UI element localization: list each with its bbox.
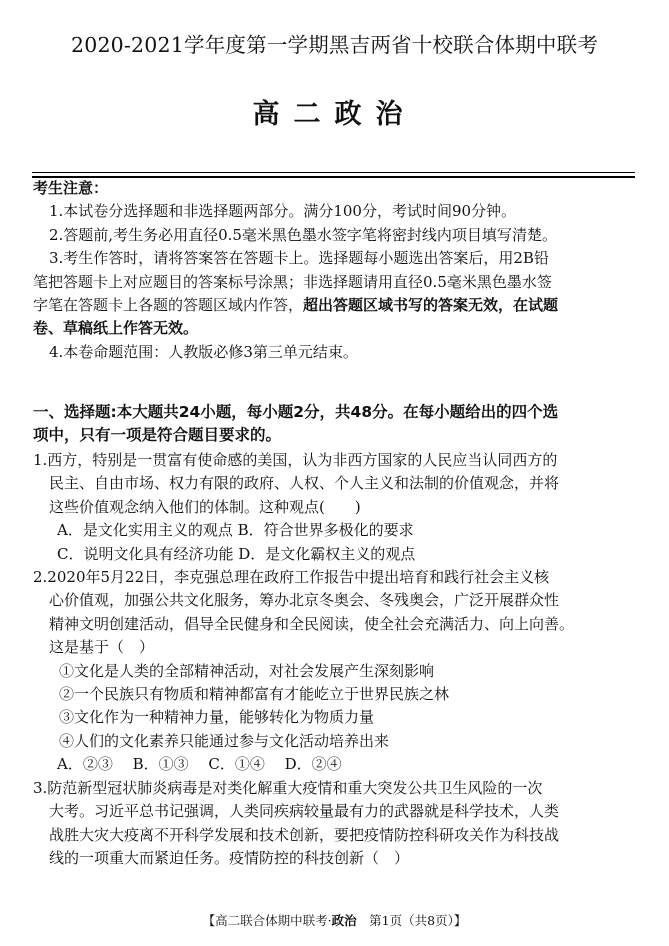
exam-title: 2020-2021学年度第一学期黑吉两省十校联合体期中联考 bbox=[70, 33, 599, 57]
statement: ①文化是人类的全部精神活动，对社会发展产生深刻影响 bbox=[59, 661, 435, 680]
footer-subject: 政治 bbox=[331, 913, 357, 928]
section-heading-block bbox=[33, 401, 643, 448]
subject-title: 高二政治 bbox=[252, 99, 417, 130]
notice-emphasis: 卷、草稿纸上作答无效。 bbox=[33, 319, 199, 338]
statement: ④人们的文化素养只能通过参与文化活动培养出来 bbox=[59, 731, 390, 750]
notice-text: 字笔在答题卡上各题的答题区域内作答， bbox=[33, 295, 304, 314]
notice-block bbox=[33, 177, 643, 364]
answer-options: A．是文化实用主义的观点 B．符合世界多极化的要求 bbox=[57, 521, 414, 540]
page-footer bbox=[0, 911, 669, 929]
notice-item: 笔把答题卡上对应题目的答案标号涂黑；非选择题请用直径0.5毫米黑色墨水签 bbox=[33, 272, 552, 291]
question-text: 心价值观，加强公共文化服务，筹办北京冬奥会、冬残奥会，广泛开展群众性 bbox=[49, 591, 560, 610]
notice-emphasis: 超出答题区域书写的答案无效，在试题 bbox=[303, 295, 559, 314]
question-text: 3.防范新型冠状肺炎病毒是对类化解重大疫情和重大突发公共卫生风险的一次 bbox=[33, 779, 543, 797]
question-3 bbox=[33, 777, 643, 871]
question-text: 2.2020年5月22日，李克强总理在政府工作报告中提出培育和践行社会主义核 bbox=[33, 568, 550, 586]
question-text: 这些价值观念纳入他们的体制。这种观点( ) bbox=[49, 497, 361, 516]
question-text: 这是基于（ ） bbox=[49, 638, 155, 657]
footer-page-number: 第1页（共8页）】 bbox=[356, 913, 467, 928]
section-heading: 项中，只有一项是符合题目要求的。 bbox=[33, 426, 282, 445]
notice-item: 2.答题前,考生务必用直径0.5毫米黑色墨水签字笔将密封线内项目填写清楚。 bbox=[49, 225, 557, 244]
question-text: 民主、自由市场、权力有限的政府、人权、个人主义和法制的价值观念，并将 bbox=[49, 474, 560, 493]
question-text: 线的一项重大而紧迫任务。疫情防控的科技创新（ ） bbox=[49, 849, 410, 868]
section-heading: 一、选择题:本大题共24小题，每小题2分，共48分。在每小题给出的四个选 bbox=[33, 403, 559, 421]
answer-options: C．说明文化具有经济功能 D．是文化霸权主义的观点 bbox=[57, 544, 416, 563]
question-text: 战胜大灾大疫离不开科学发展和技术创新，要把疫情防控科研攻关作为科技战 bbox=[49, 825, 560, 844]
footer-left: 【高二联合体期中联考· bbox=[202, 913, 332, 928]
question-text: 精神文明创建活动，倡导全民健身和全民阅读，使全社会充满活力、向上向善。 bbox=[49, 614, 575, 633]
question-1 bbox=[33, 449, 643, 566]
notice-item: 3.考生作答时，请将答案答在答题卡上。选择题每小题选出答案后，用2B铅 bbox=[49, 249, 549, 268]
notice-heading: 考生注意： bbox=[33, 179, 109, 197]
header-rule-thin bbox=[32, 172, 635, 173]
notice-item-mixed bbox=[33, 294, 643, 317]
notice-item: 1.本试卷分选择题和非选择题两部分。满分100分，考试时间90分钟。 bbox=[49, 202, 517, 221]
statement: ③文化作为一种精神力量，能够转化为物质力量 bbox=[59, 708, 375, 727]
notice-item: 4.本卷命题范围：人教版必修3第三单元结束。 bbox=[49, 342, 358, 361]
statement: ②一个民族只有物质和精神都富有才能屹立于世界民族之林 bbox=[59, 684, 450, 703]
question-2 bbox=[33, 566, 643, 777]
question-text: 1.西方，特别是一贯富有使命感的美国，认为非西方国家的人民应当认同西方的 bbox=[33, 451, 558, 469]
question-text: 大考。习近平总书记强调，人类同疾病较量最有力的武器就是科学技术，人类 bbox=[49, 802, 560, 821]
answer-options: A．②③ B．①③ C．①④ D．②④ bbox=[57, 755, 342, 774]
